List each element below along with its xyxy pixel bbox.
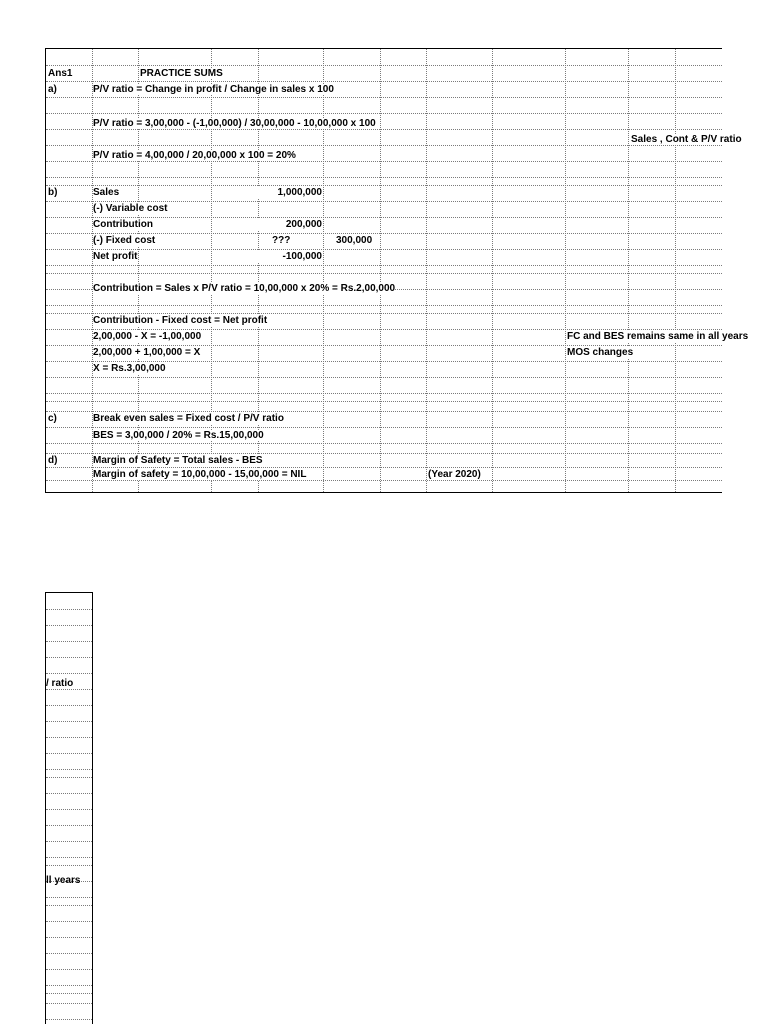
sales-cont-pv-note: Sales , Cont & P/V ratio <box>631 134 742 145</box>
contribution-label: Contribution <box>93 219 153 230</box>
part-a-label: a) <box>48 84 57 95</box>
part-c-label: c) <box>48 413 57 424</box>
bes-calc: BES = 3,00,000 / 20% = Rs.15,00,000 <box>93 430 264 441</box>
contribution-value: 200,000 <box>258 219 322 230</box>
bes-formula: Break even sales = Fixed cost / P/V ratio <box>93 413 284 424</box>
net-profit-label: Net profit <box>93 251 138 262</box>
net-profit-value: -100,000 <box>258 251 322 262</box>
fc-bes-note: FC and BES remains same in all years <box>567 331 749 342</box>
pv-ratio-calc-1: P/V ratio = 3,00,000 - (-1,00,000) / 30,00,000 - 10,00,000 x 100 <box>93 118 376 129</box>
sales-label: Sales <box>93 187 120 198</box>
pv-ratio-calc-2: P/V ratio = 4,00,000 / 20,00,000 x 100 = 20% <box>93 150 296 161</box>
equation-2: 2,00,000 - X = -1,00,000 <box>93 331 202 342</box>
pv-ratio-fragment: / ratio <box>46 678 74 689</box>
part-b-label: b) <box>48 187 58 198</box>
part-d-label: d) <box>48 455 58 466</box>
year-label: (Year 2020) <box>428 469 481 480</box>
mos-calc: Margin of safety = 10,00,000 - 15,00,000 = NIL <box>93 469 307 480</box>
fixed-cost-answer: 300,000 <box>336 235 373 246</box>
sheet-title: PRACTICE SUMS <box>140 68 223 79</box>
spreadsheet-page-2 <box>45 592 93 1024</box>
equation-3: 2,00,000 + 1,00,000 = X <box>93 347 201 358</box>
all-years-fragment: ll years <box>46 875 81 886</box>
contribution-formula: Contribution = Sales x P/V ratio = 10,00,000 x 20% = Rs.2,00,000 <box>93 283 396 294</box>
equation-1: Contribution - Fixed cost = Net profit <box>93 315 268 326</box>
fixed-cost-unknown: ??? <box>272 235 291 246</box>
sales-value: 1,000,000 <box>258 187 322 198</box>
mos-formula: Margin of Safety = Total sales - BES <box>93 455 263 466</box>
spreadsheet-page-1 <box>45 48 749 493</box>
equation-4: X = Rs.3,00,000 <box>93 363 166 374</box>
fixed-cost-label: (-) Fixed cost <box>93 235 156 246</box>
variable-cost-label: (-) Variable cost <box>93 203 168 214</box>
pv-ratio-formula: P/V ratio = Change in profit / Change in sales x 100 <box>93 84 334 95</box>
mos-changes-note: MOS changes <box>567 347 634 358</box>
answer-label: Ans1 <box>48 68 73 79</box>
